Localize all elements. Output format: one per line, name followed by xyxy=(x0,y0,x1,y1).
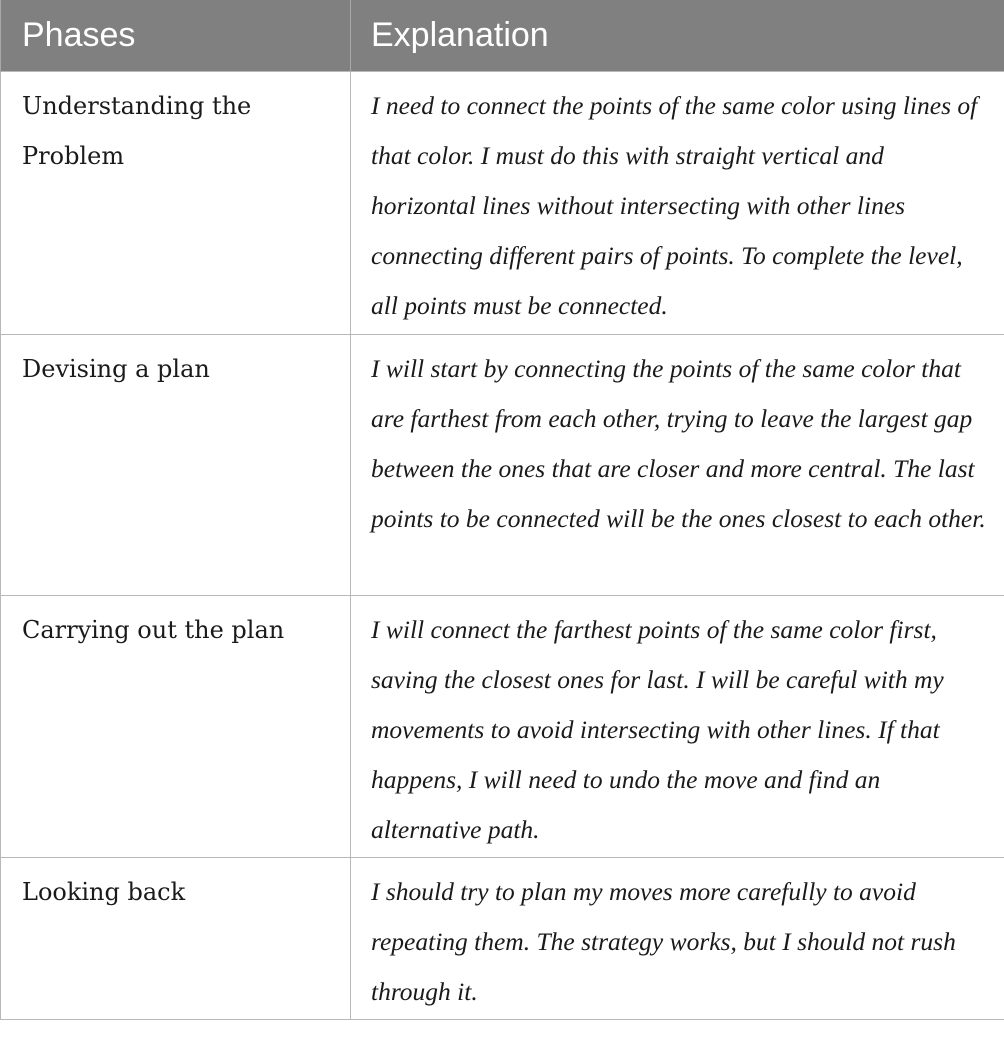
header-phases: Phases xyxy=(1,0,351,71)
explanation-cell: I will start by connecting the points of the same color that are farthest from each other, trying to leave the largest gap between the ones that are closer and more central. The last points to be connected will be the ones closest to each other. xyxy=(351,334,1004,595)
table-row xyxy=(1,71,1004,334)
table-row xyxy=(1,595,1004,857)
phase-cell: Understanding the Problem xyxy=(1,71,351,334)
phase-cell: Devising a plan xyxy=(1,334,351,595)
header-explanation: Explanation xyxy=(351,0,1004,71)
table-body xyxy=(1,71,1004,1019)
phase-cell: Carrying out the plan xyxy=(1,595,351,857)
table-row xyxy=(1,857,1004,1019)
explanation-cell: I need to connect the points of the same color using lines of that color. I must do this with straight vertical and horizontal lines without intersecting with other lines connecting different pairs of points. To complete the level, all points must be connected. xyxy=(351,71,1004,334)
table-header xyxy=(1,0,1004,71)
header-row xyxy=(1,0,1004,71)
phase-cell: Looking back xyxy=(1,857,351,1019)
explanation-cell: I will connect the farthest points of the same color first, saving the closest ones for last. I will be careful with my movements to avoid intersecting with other lines. If that happens, I will need to undo the move and find an alternative path. xyxy=(351,595,1004,857)
table-row xyxy=(1,334,1004,595)
explanation-cell: I should try to plan my moves more carefully to avoid repeating them. The strategy works, but I should not rush through it. xyxy=(351,857,1004,1019)
